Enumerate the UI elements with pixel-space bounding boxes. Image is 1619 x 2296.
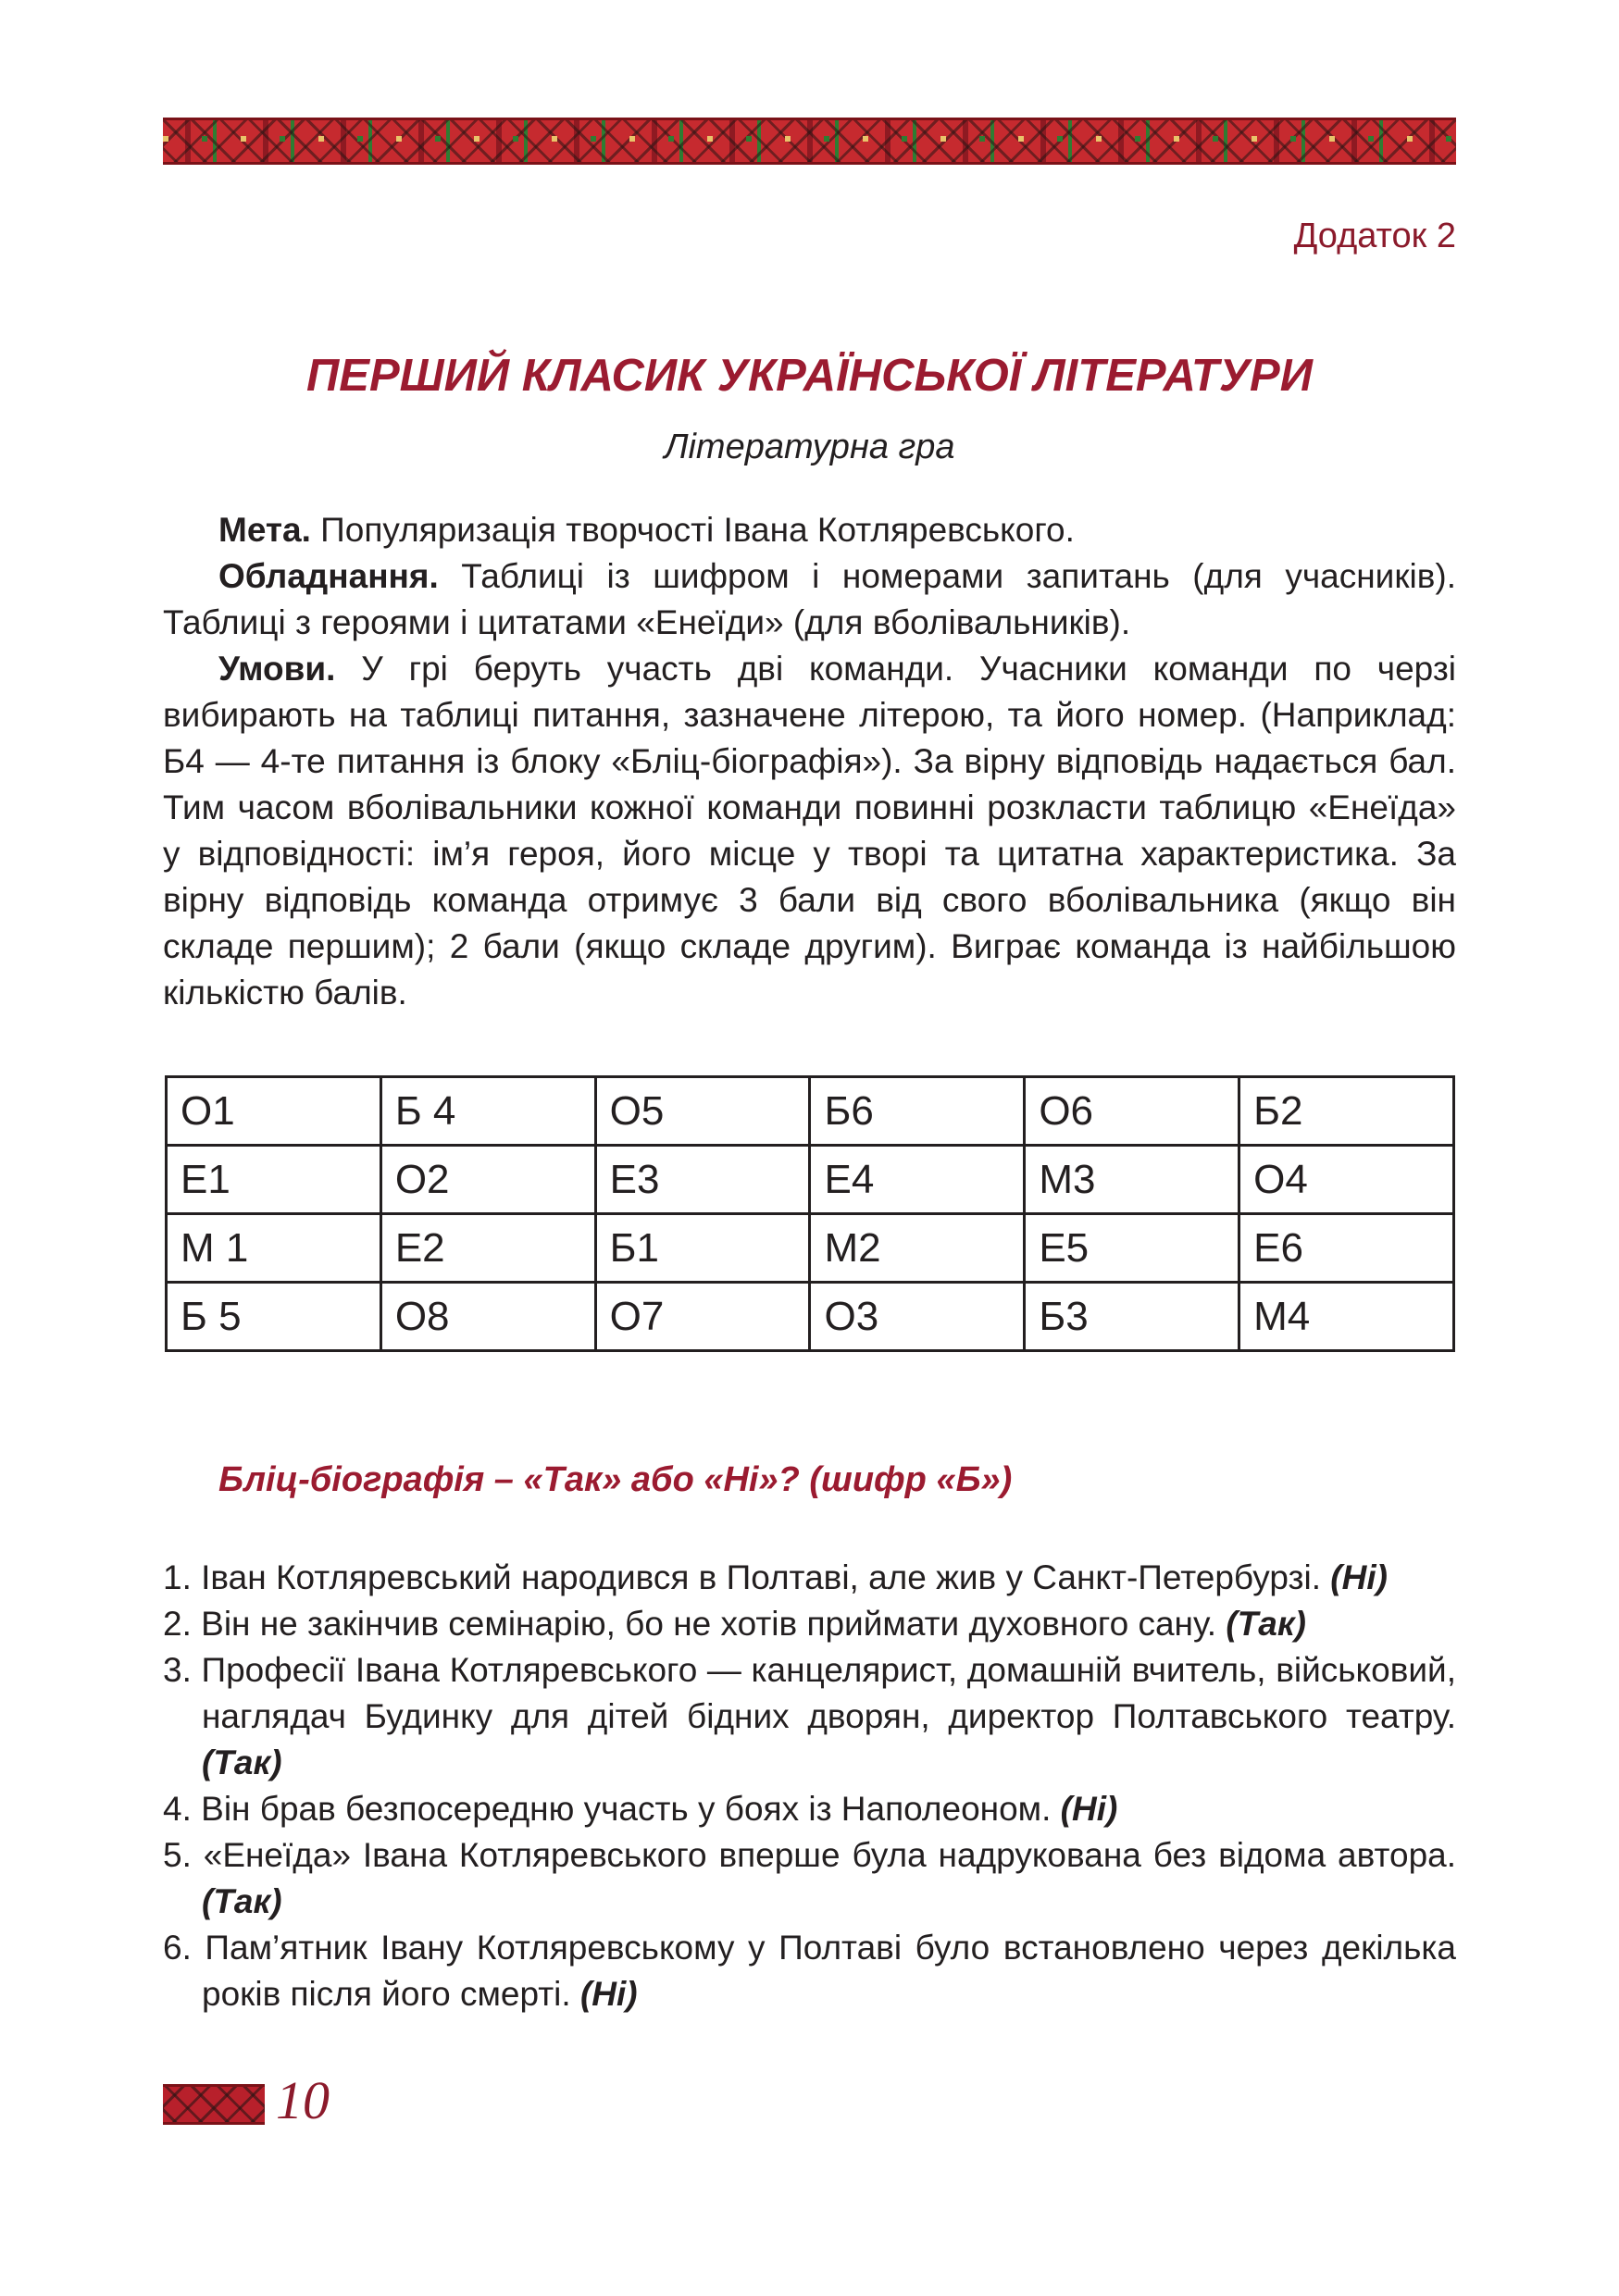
- question-text: 5. «Енеїда» Івана Котляревського вперше була надрукована без відома автора.: [163, 1836, 1456, 1874]
- table-cell: Б3: [1025, 1283, 1239, 1351]
- table-cell: М4: [1239, 1283, 1454, 1351]
- table-cell: О3: [810, 1283, 1025, 1351]
- table-cell: М3: [1025, 1146, 1239, 1214]
- table-cell: Е6: [1239, 1214, 1454, 1283]
- page-subtitle: Літературна гра: [664, 428, 955, 466]
- question-text: 2. Він не закінчив семінарію, бо не хотів приймати духовного сану.: [163, 1605, 1227, 1643]
- equipment-label: Обладнання.: [218, 557, 439, 595]
- table-cell: М2: [810, 1214, 1025, 1283]
- table-cell: Б1: [595, 1214, 810, 1283]
- table-row: [167, 1214, 1454, 1283]
- equipment-paragraph: [163, 553, 1456, 646]
- table-cell: Б 4: [380, 1077, 595, 1146]
- goal-label: Мета.: [218, 511, 311, 549]
- list-item: [163, 1786, 1456, 1832]
- question-answer: (Ні): [1060, 1790, 1118, 1828]
- goal-paragraph: [163, 507, 1456, 553]
- table-cell: Е4: [810, 1146, 1025, 1214]
- table-cell: Е1: [167, 1146, 381, 1214]
- table-cell: Е3: [595, 1146, 810, 1214]
- table-cell: Е2: [380, 1214, 595, 1283]
- table-row: [167, 1146, 1454, 1214]
- list-item: [163, 1555, 1456, 1601]
- table-cell: О6: [1025, 1077, 1239, 1146]
- list-item: [163, 1925, 1456, 2017]
- table-row: [167, 1283, 1454, 1351]
- footer-ornament: [163, 2084, 265, 2125]
- table-cell: М 1: [167, 1214, 381, 1283]
- goal-text: Популяризація творчості Івана Котляревського.: [310, 511, 1075, 549]
- list-item: [163, 1647, 1456, 1786]
- table-cell: О5: [595, 1077, 810, 1146]
- table-cell: Е5: [1025, 1214, 1239, 1283]
- table-cell: О1: [167, 1077, 381, 1146]
- question-answer: (Так): [202, 1744, 282, 1781]
- section-heading: Бліц-біографія – «Так» або «Ні»? (шифр «Б»): [218, 1460, 1013, 1499]
- cipher-table: [165, 1075, 1455, 1352]
- table-cell: Б6: [810, 1077, 1025, 1146]
- table-cell: О7: [595, 1283, 810, 1351]
- conditions-label: Умови.: [218, 650, 336, 688]
- table-cell: О8: [380, 1283, 595, 1351]
- question-text: 1. Іван Котляревський народився в Полтаві, але жив у Санкт-Петербурзі.: [163, 1558, 1331, 1596]
- table-cell: О2: [380, 1146, 595, 1214]
- table-row: [167, 1077, 1454, 1146]
- question-text: 3. Професії Івана Котляревського — канцелярист, домашній вчитель, військовий, наглядач Будинку для дітей бідних дворян, директор Полтавського театру.: [163, 1651, 1456, 1735]
- list-item: [163, 1832, 1456, 1925]
- list-item: [163, 1601, 1456, 1647]
- question-answer: (Ні): [1330, 1558, 1388, 1596]
- appendix-label: Додаток 2: [1293, 217, 1456, 255]
- equipment-text: Таблиці із шифром і номерами запитань (для учасників). Таблиці з героями і цитатами «Енеїди» (для вболівальників).: [163, 557, 1456, 641]
- page-title: ПЕРШИЙ КЛАСИК УКРАЇНСЬКОЇ ЛІТЕРАТУРИ: [306, 351, 1313, 401]
- header-ornament: [163, 118, 1456, 165]
- page-number: 10: [276, 2070, 330, 2130]
- question-answer: (Ні): [579, 1975, 638, 2013]
- question-text: 6. Пам’ятник Івану Котляревському у Полтаві було встановлено через декілька років після його смерті.: [163, 1929, 1456, 2013]
- question-answer: (Так): [1226, 1605, 1306, 1643]
- question-list: [163, 1555, 1456, 2017]
- conditions-paragraph: [163, 646, 1456, 1016]
- intro-section: [163, 507, 1456, 1016]
- question-answer: (Так): [202, 1882, 282, 1920]
- question-text: 4. Він брав безпосередню участь у боях із Наполеоном.: [163, 1790, 1061, 1828]
- table-cell: О4: [1239, 1146, 1454, 1214]
- table-cell: Б2: [1239, 1077, 1454, 1146]
- conditions-text: У грі беруть участь дві команди. Учасники команди по черзі вибирають на таблиці питання, зазначене літерою, та його номер. (Наприклад: Б4 — 4-те питання із блоку «Бліц-біографія»). За вірну відповідь надається бал. Тим часом вболівальники кожної команди повинні розкласти таблицю «Енеїда» у відповідності: ім’я героя, його місце у творі та цитатна характеристика. За вірну відповідь команда отримує 3 бали від свого вболівальника (якщо він складе першим); 2 бали (якщо складе другим). Виграє команда із найбільшою кількістю балів.: [163, 650, 1456, 1011]
- table-cell: Б 5: [167, 1283, 381, 1351]
